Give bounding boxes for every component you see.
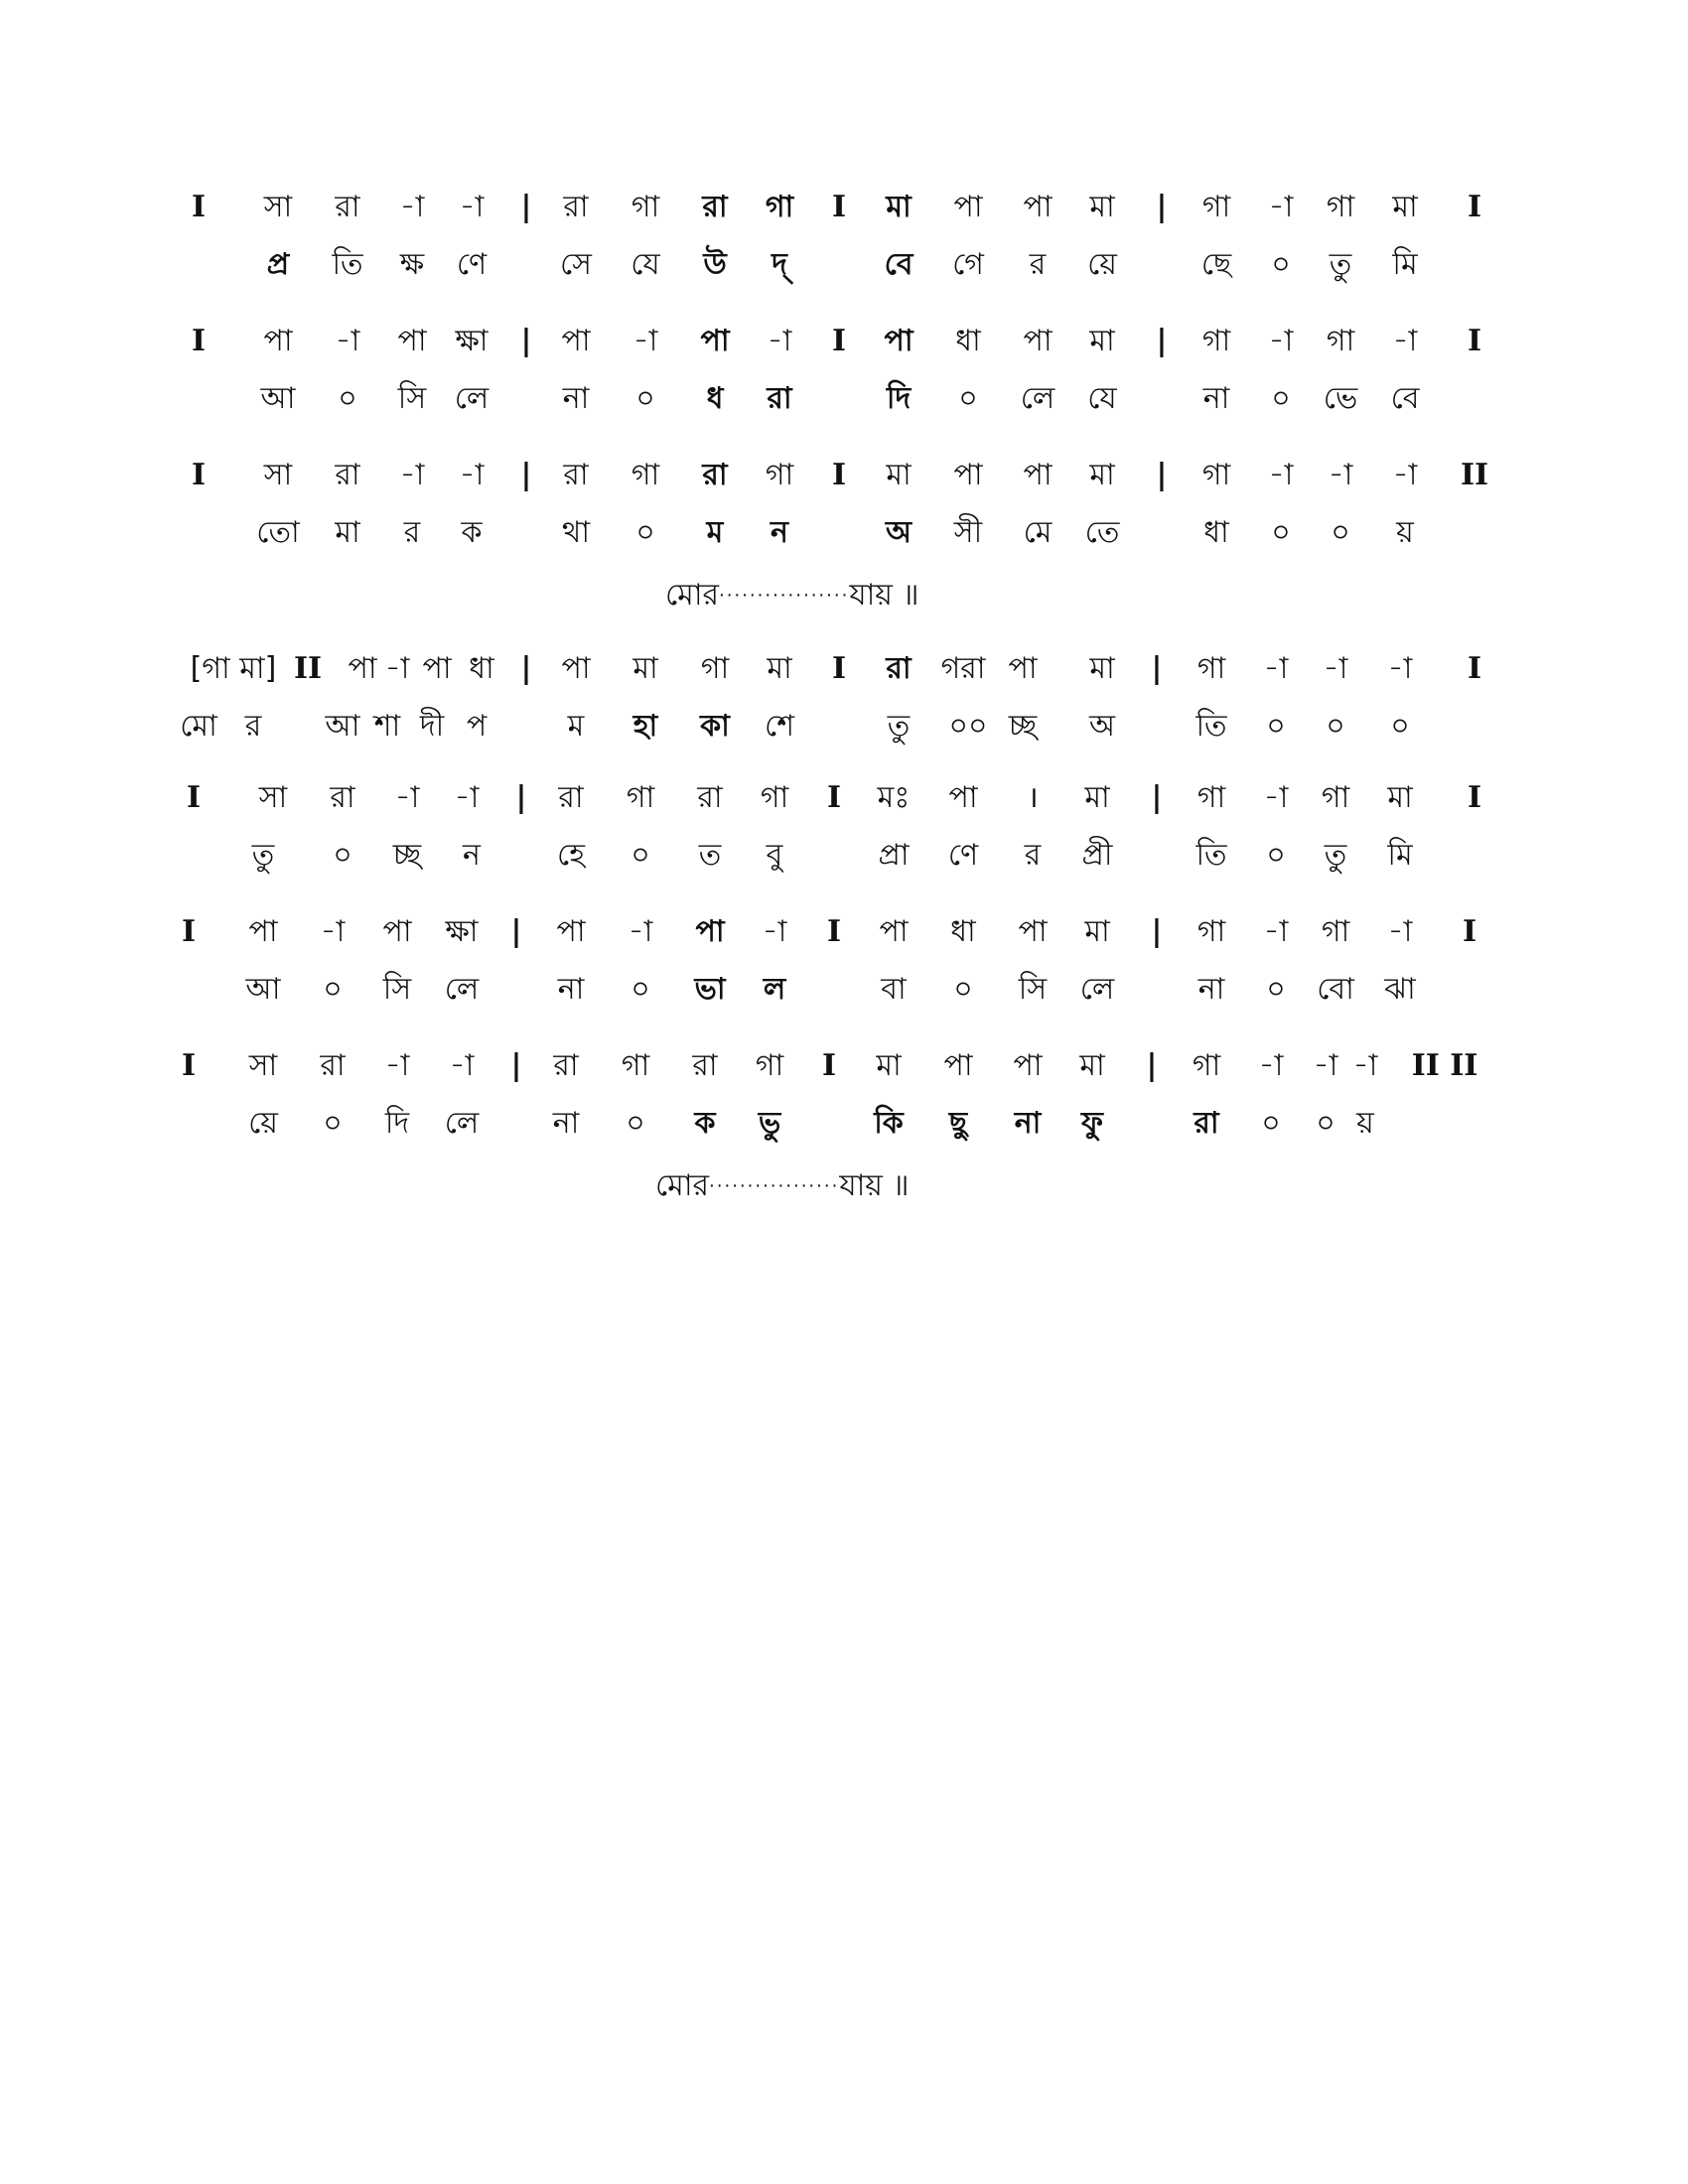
bar-marker: | [1151, 651, 1163, 686]
bar-marker: | [1156, 458, 1168, 492]
bar-marker: I [831, 190, 847, 224]
lyric-syllable: সী [953, 515, 983, 550]
lyric-syllable: মো [180, 709, 217, 744]
lyric-syllable: ক্ষ [399, 247, 425, 282]
swara-note: পা [561, 324, 591, 358]
lyric-syllable: প্রা [878, 838, 910, 873]
bar-marker: | [1156, 324, 1168, 358]
swara-note: -া [1263, 914, 1289, 949]
lyric-syllable: হা [633, 709, 658, 744]
swara-note: -া [335, 324, 360, 358]
swara-note: -া [1263, 651, 1289, 686]
lyric-syllable: থা [561, 515, 591, 550]
lyric-syllable: ০ [958, 381, 978, 416]
swara-note: -া [399, 190, 425, 224]
swara-line [181, 903, 1504, 961]
lyric-syllable: না [1197, 972, 1225, 1007]
lyric-syllable: তু [887, 709, 911, 744]
lyric-syllable: ধ [706, 381, 724, 416]
lyric-syllable: ণে [947, 838, 979, 873]
swara-note: গা [765, 190, 794, 224]
lyric-syllable: শে [765, 709, 794, 744]
swara-note: গা [1201, 458, 1231, 492]
swara-note: মা [1079, 1048, 1105, 1083]
lyric-syllable: গে [952, 247, 984, 282]
swara-note: -া [1392, 458, 1418, 492]
swara-note: মা [1089, 190, 1115, 224]
lyric-syllable: তো [256, 515, 300, 550]
lyric-syllable: চ্ছ [1008, 709, 1038, 744]
swara-note: গা [700, 651, 730, 686]
swara-note: গা [1192, 1048, 1221, 1083]
lyric-syllable: দী [419, 709, 445, 744]
swara-note: গা [1321, 914, 1350, 949]
notation-block-1 [184, 179, 1504, 294]
swara-note: রা [692, 1048, 718, 1083]
swara-note: পা [1018, 914, 1048, 949]
swara-note: -া [384, 1048, 410, 1083]
swara-note: পা [382, 914, 412, 949]
swara-note: সা [258, 780, 288, 815]
lyric-syllable: বা [881, 972, 907, 1007]
lyric-syllable: প্র [266, 247, 290, 282]
lyric-syllable: তে [1084, 515, 1120, 550]
lyric-syllable: আ [325, 709, 360, 744]
bar-marker: II [293, 651, 323, 686]
swara-note: -া [1392, 324, 1418, 358]
notation-block-2 [184, 313, 1504, 428]
swara-note: সা [263, 458, 293, 492]
lyric-syllable: ০ [338, 381, 357, 416]
swara-note: রা [558, 780, 584, 815]
lyric-syllable: ন [463, 838, 481, 873]
bar-marker: I [1462, 914, 1477, 949]
swara-line [179, 640, 1499, 698]
swara-line [184, 447, 1504, 504]
swara-note: সা [263, 190, 293, 224]
lyric-syllable: মি [1387, 838, 1413, 873]
lyric-syllable: রা [767, 381, 792, 416]
lyric-syllable: র [1029, 247, 1047, 282]
lyric-line [184, 827, 1504, 885]
lyric-syllable: না [1202, 381, 1230, 416]
bar-marker: | [520, 324, 532, 358]
lyric-syllable: সি [397, 381, 427, 416]
lyric-syllable: ভু [758, 1106, 781, 1141]
swara-note: গা [626, 780, 655, 815]
lyric-syllable: ছু [948, 1106, 968, 1141]
swara-note: গা [1201, 324, 1231, 358]
bar-marker: | [520, 458, 532, 492]
swara-note: মা [1089, 651, 1115, 686]
swara-bracket-notes: [গা মা] [190, 651, 277, 686]
swara-note: -া [454, 780, 480, 815]
swara-note: রা [335, 458, 360, 492]
lyric-syllable: ভা [694, 972, 726, 1007]
lyric-syllable: ০ [323, 972, 343, 1007]
bar-marker: | [520, 190, 532, 224]
lyric-syllable: ০ [1271, 247, 1291, 282]
lyric-syllable: সে [560, 247, 592, 282]
bar-marker: I [831, 651, 847, 686]
refrain-line [655, 1166, 909, 1207]
lyric-syllable: ক [694, 1106, 716, 1141]
lyric-syllable: ০ [626, 1106, 645, 1141]
lyric-line [179, 698, 1499, 755]
lyric-syllable: লে [444, 972, 480, 1007]
swara-note: পা [953, 458, 983, 492]
lyric-syllable: ০ [1271, 381, 1291, 416]
lyric-syllable: কা [700, 709, 730, 744]
lyric-syllable: ০ [1266, 972, 1286, 1007]
lyric-syllable: তি [332, 247, 363, 282]
lyric-syllable: ক [461, 515, 483, 550]
swara-note: রা [563, 190, 589, 224]
bar-marker: | [510, 914, 522, 949]
swara-note: পা [397, 324, 427, 358]
notation-block-3 [184, 447, 1504, 562]
lyric-syllable: তু [1329, 247, 1352, 282]
bar-marker: | [1151, 914, 1163, 949]
lyric-syllable: ভে [1323, 381, 1358, 416]
bar-marker: I [191, 458, 207, 492]
lyric-syllable: যে [631, 247, 660, 282]
swara-note: মা [1392, 190, 1418, 224]
swara-note: পা [556, 914, 586, 949]
bar-marker: I [826, 780, 842, 815]
swara-note: রা [553, 1048, 579, 1083]
lyric-syllable: ০ [635, 515, 655, 550]
lyric-syllable: র [1024, 838, 1042, 873]
lyric-syllable: বু [766, 838, 783, 873]
lyric-syllable: ঝা [1384, 972, 1416, 1007]
swara-note: মা [886, 458, 912, 492]
swara-note: পা [1008, 651, 1038, 686]
bar-marker: I [181, 914, 197, 949]
lyric-syllable: না [562, 381, 590, 416]
swara-note: -া [1352, 1048, 1378, 1083]
swara-note: -া [384, 651, 410, 686]
swara-note: -া [1263, 780, 1289, 815]
swara-note: পা [884, 324, 914, 358]
lyric-syllable: ০ [631, 838, 650, 873]
lyric-syllable: বো [1317, 972, 1354, 1007]
lyric-syllable: লে [1020, 381, 1055, 416]
swara-note: ধা [955, 324, 981, 358]
refrain-end: যায় ॥ [849, 578, 919, 613]
lyric-syllable: লে [454, 381, 490, 416]
swara-note: ধা [469, 651, 494, 686]
swara-note: ধা [950, 914, 976, 949]
lyric-syllable: না [1014, 1106, 1042, 1141]
bar-marker: I [831, 324, 847, 358]
swara-note: -া [1387, 651, 1413, 686]
lyric-syllable: ম [567, 709, 585, 744]
bar-marker: I [191, 190, 207, 224]
bar-marker: I [1467, 324, 1482, 358]
swara-note: -া [1268, 190, 1294, 224]
swara-note: -া [1268, 324, 1294, 358]
bar-marker: I [831, 458, 847, 492]
swara-note: পা [953, 190, 983, 224]
swara-note: মা [1089, 458, 1115, 492]
swara-note: মা [767, 651, 792, 686]
swara-line [184, 769, 1504, 827]
swara-note: -া [449, 1048, 475, 1083]
swara-note: পা [561, 651, 591, 686]
swara-line [181, 1037, 1504, 1095]
lyric-syllable: চ্ছ [392, 838, 422, 873]
lyric-syllable: ০ [953, 972, 973, 1007]
bar-marker: I [191, 324, 207, 358]
bar-marker: | [1156, 190, 1168, 224]
swara-note: পা [1013, 1048, 1043, 1083]
bar-marker: | [515, 780, 527, 815]
swara-note: রা [330, 780, 355, 815]
swara-note: -া [320, 914, 346, 949]
swara-note: পা [1023, 458, 1053, 492]
bar-marker: | [1146, 1048, 1158, 1083]
swara-note: মা [633, 651, 658, 686]
swara-line [184, 179, 1504, 236]
bar-marker: | [510, 1048, 522, 1083]
lyric-syllable: ০ [323, 1106, 343, 1141]
lyric-syllable: ধা [1203, 515, 1229, 550]
swara-note: মা [1089, 324, 1115, 358]
swara-note: রা [886, 651, 912, 686]
swara-note: সা [248, 1048, 278, 1083]
swara-note: গা [1326, 190, 1355, 224]
swara-note: -া [633, 324, 658, 358]
lyric-syllable: ছে [1200, 247, 1232, 282]
swara-note: -া [1387, 914, 1413, 949]
swara-note: -া [628, 914, 653, 949]
lyric-syllable: অ [886, 515, 912, 550]
swara-note: রা [702, 458, 728, 492]
bar-marker: II II [1411, 1048, 1478, 1083]
lyric-syllable: তু [251, 838, 275, 873]
lyric-syllable: ফু [1081, 1106, 1103, 1141]
swara-note: পা [1023, 324, 1053, 358]
lyric-line [184, 961, 1504, 1019]
bar-marker: | [520, 651, 532, 686]
notation-block-6 [181, 903, 1504, 1019]
lyric-syllable: ন [771, 515, 788, 550]
lyric-syllable: মি [1392, 247, 1418, 282]
lyric-syllable: ০ [1331, 515, 1350, 550]
lyric-syllable: ০ [1390, 709, 1410, 744]
refrain-line [665, 576, 918, 616]
lyric-line [184, 504, 1504, 562]
lyric-syllable: যে [1087, 381, 1117, 416]
swara-note: মা [1084, 914, 1110, 949]
swara-note: ক্ষা [455, 324, 489, 358]
lyric-syllable: সি [382, 972, 412, 1007]
lyric-syllable: ০ [1261, 1106, 1281, 1141]
refrain-start: মোর [665, 578, 720, 613]
swara-note: -া [459, 190, 485, 224]
swara-note: গা [755, 1048, 784, 1083]
swara-note: পা [248, 914, 278, 949]
lyric-syllable: না [552, 1106, 580, 1141]
lyric-syllable: প [466, 709, 488, 744]
swara-note: গা [1201, 190, 1231, 224]
bar-marker: I [1467, 190, 1482, 224]
swara-note: -া [394, 780, 420, 815]
swara-note: -া [1328, 458, 1353, 492]
swara-note: পা [695, 914, 725, 949]
lyric-syllable: উ [703, 247, 727, 282]
lyric-syllable: তি [1196, 709, 1227, 744]
lyric-syllable: সি [1018, 972, 1048, 1007]
swara-note: গা [621, 1048, 650, 1083]
swara-note: -া [1268, 458, 1294, 492]
bar-marker: I [1467, 780, 1482, 815]
lyric-syllable: য়ে [1087, 247, 1117, 282]
swara-note: গা [631, 190, 660, 224]
lyric-line [184, 370, 1504, 428]
lyric-line [184, 1095, 1504, 1153]
swara-note: গা [760, 780, 789, 815]
swara-note: মা [1084, 780, 1110, 815]
swara-note: মা [876, 1048, 902, 1083]
lyric-syllable: অ [1089, 709, 1115, 744]
lyric-syllable: ল [763, 972, 786, 1007]
bar-marker: I [181, 1048, 197, 1083]
lyric-syllable: ০ [1326, 709, 1345, 744]
swara-note: পা [348, 651, 377, 686]
lyric-syllable: ০ [631, 972, 650, 1007]
bar-marker: I [821, 1048, 837, 1083]
notation-block-5 [184, 769, 1504, 885]
swara-note: গা [1321, 780, 1350, 815]
swara-note: পা [943, 1048, 973, 1083]
lyric-syllable: ০ [333, 838, 352, 873]
lyric-syllable: ০ [1266, 709, 1286, 744]
lyric-syllable: য় [1396, 515, 1414, 550]
lyric-syllable: য়ে [248, 1106, 278, 1141]
swara-note: গা [765, 458, 794, 492]
swara-note: -া [767, 324, 792, 358]
lyric-syllable: ০ [1266, 838, 1286, 873]
swara-note: গরা [940, 651, 986, 686]
lyric-syllable: ণে [456, 247, 488, 282]
swara-note: পা [948, 780, 978, 815]
refrain-start: মোর [655, 1168, 710, 1203]
swara-note: পা [1023, 190, 1053, 224]
lyric-syllable: দি [886, 381, 912, 416]
lyric-syllable: য় [1356, 1106, 1374, 1141]
swara-note: -া [762, 914, 787, 949]
refrain-dots: ················· [709, 1175, 840, 1197]
swara-note: গা [1196, 651, 1226, 686]
swara-note: -া [459, 458, 485, 492]
swara-note: রা [320, 1048, 346, 1083]
swara-note: গা [1196, 780, 1226, 815]
bar-marker: I [186, 780, 202, 815]
lyric-syllable: তি [1196, 838, 1227, 873]
swara-note: ক্ষা [445, 914, 479, 949]
lyric-syllable: মে [1023, 515, 1053, 550]
lyric-syllable: লে [1079, 972, 1115, 1007]
swara-note: রা [563, 458, 589, 492]
swara-note: -া [1313, 1048, 1338, 1083]
lyric-syllable: শা [373, 709, 401, 744]
swara-line [184, 313, 1504, 370]
lyric-syllable: ০ [635, 381, 655, 416]
swara-note: -া [399, 458, 425, 492]
lyric-syllable: লে [444, 1106, 480, 1141]
lyric-syllable: আ [260, 381, 296, 416]
swara-note: । [1027, 780, 1039, 815]
swara-note: গা [631, 458, 660, 492]
lyric-line [184, 236, 1504, 294]
lyric-syllable: ম [706, 515, 724, 550]
lyric-syllable: ০ [1271, 515, 1291, 550]
swara-note: মা [1387, 780, 1413, 815]
lyric-syllable: র [244, 709, 262, 744]
lyric-syllable: বে [1390, 381, 1420, 416]
lyric-syllable: দ্ [772, 247, 787, 282]
lyric-syllable: র [403, 515, 421, 550]
swara-note: মঃ [877, 780, 911, 815]
lyric-syllable: দি [384, 1106, 410, 1141]
bar-marker: I [826, 914, 842, 949]
bar-marker: | [1151, 780, 1163, 815]
swara-note: মা [886, 190, 912, 224]
lyric-syllable: ০০ [948, 709, 988, 744]
swara-note: পা [263, 324, 293, 358]
lyric-syllable: কি [874, 1106, 904, 1141]
lyric-syllable: মা [335, 515, 360, 550]
notation-block-7 [181, 1037, 1504, 1153]
lyric-syllable: ০ [1316, 1106, 1336, 1141]
swara-note: পা [879, 914, 909, 949]
swara-note: রা [335, 190, 360, 224]
swara-note: পা [422, 651, 452, 686]
lyric-syllable: না [557, 972, 585, 1007]
lyric-syllable: বে [884, 247, 914, 282]
swara-note: রা [702, 190, 728, 224]
bar-marker: I [1467, 651, 1482, 686]
lyric-syllable: রা [1194, 1106, 1219, 1141]
bar-marker: II [1460, 458, 1489, 492]
refrain-end: যায় ॥ [839, 1168, 910, 1203]
lyric-syllable: তু [1324, 838, 1347, 873]
lyric-syllable: হে [557, 838, 585, 873]
swara-note: গা [1326, 324, 1355, 358]
swara-note: পা [700, 324, 730, 358]
swara-note: -া [1258, 1048, 1284, 1083]
lyric-syllable: প্রী [1081, 838, 1113, 873]
swara-note: গা [1196, 914, 1226, 949]
lyric-syllable: আ [245, 972, 281, 1007]
swara-note: -া [1323, 651, 1348, 686]
lyric-syllable: ত [698, 838, 722, 873]
swara-note: রা [697, 780, 723, 815]
refrain-dots: ················· [719, 585, 850, 607]
notation-block-4 [179, 640, 1499, 755]
